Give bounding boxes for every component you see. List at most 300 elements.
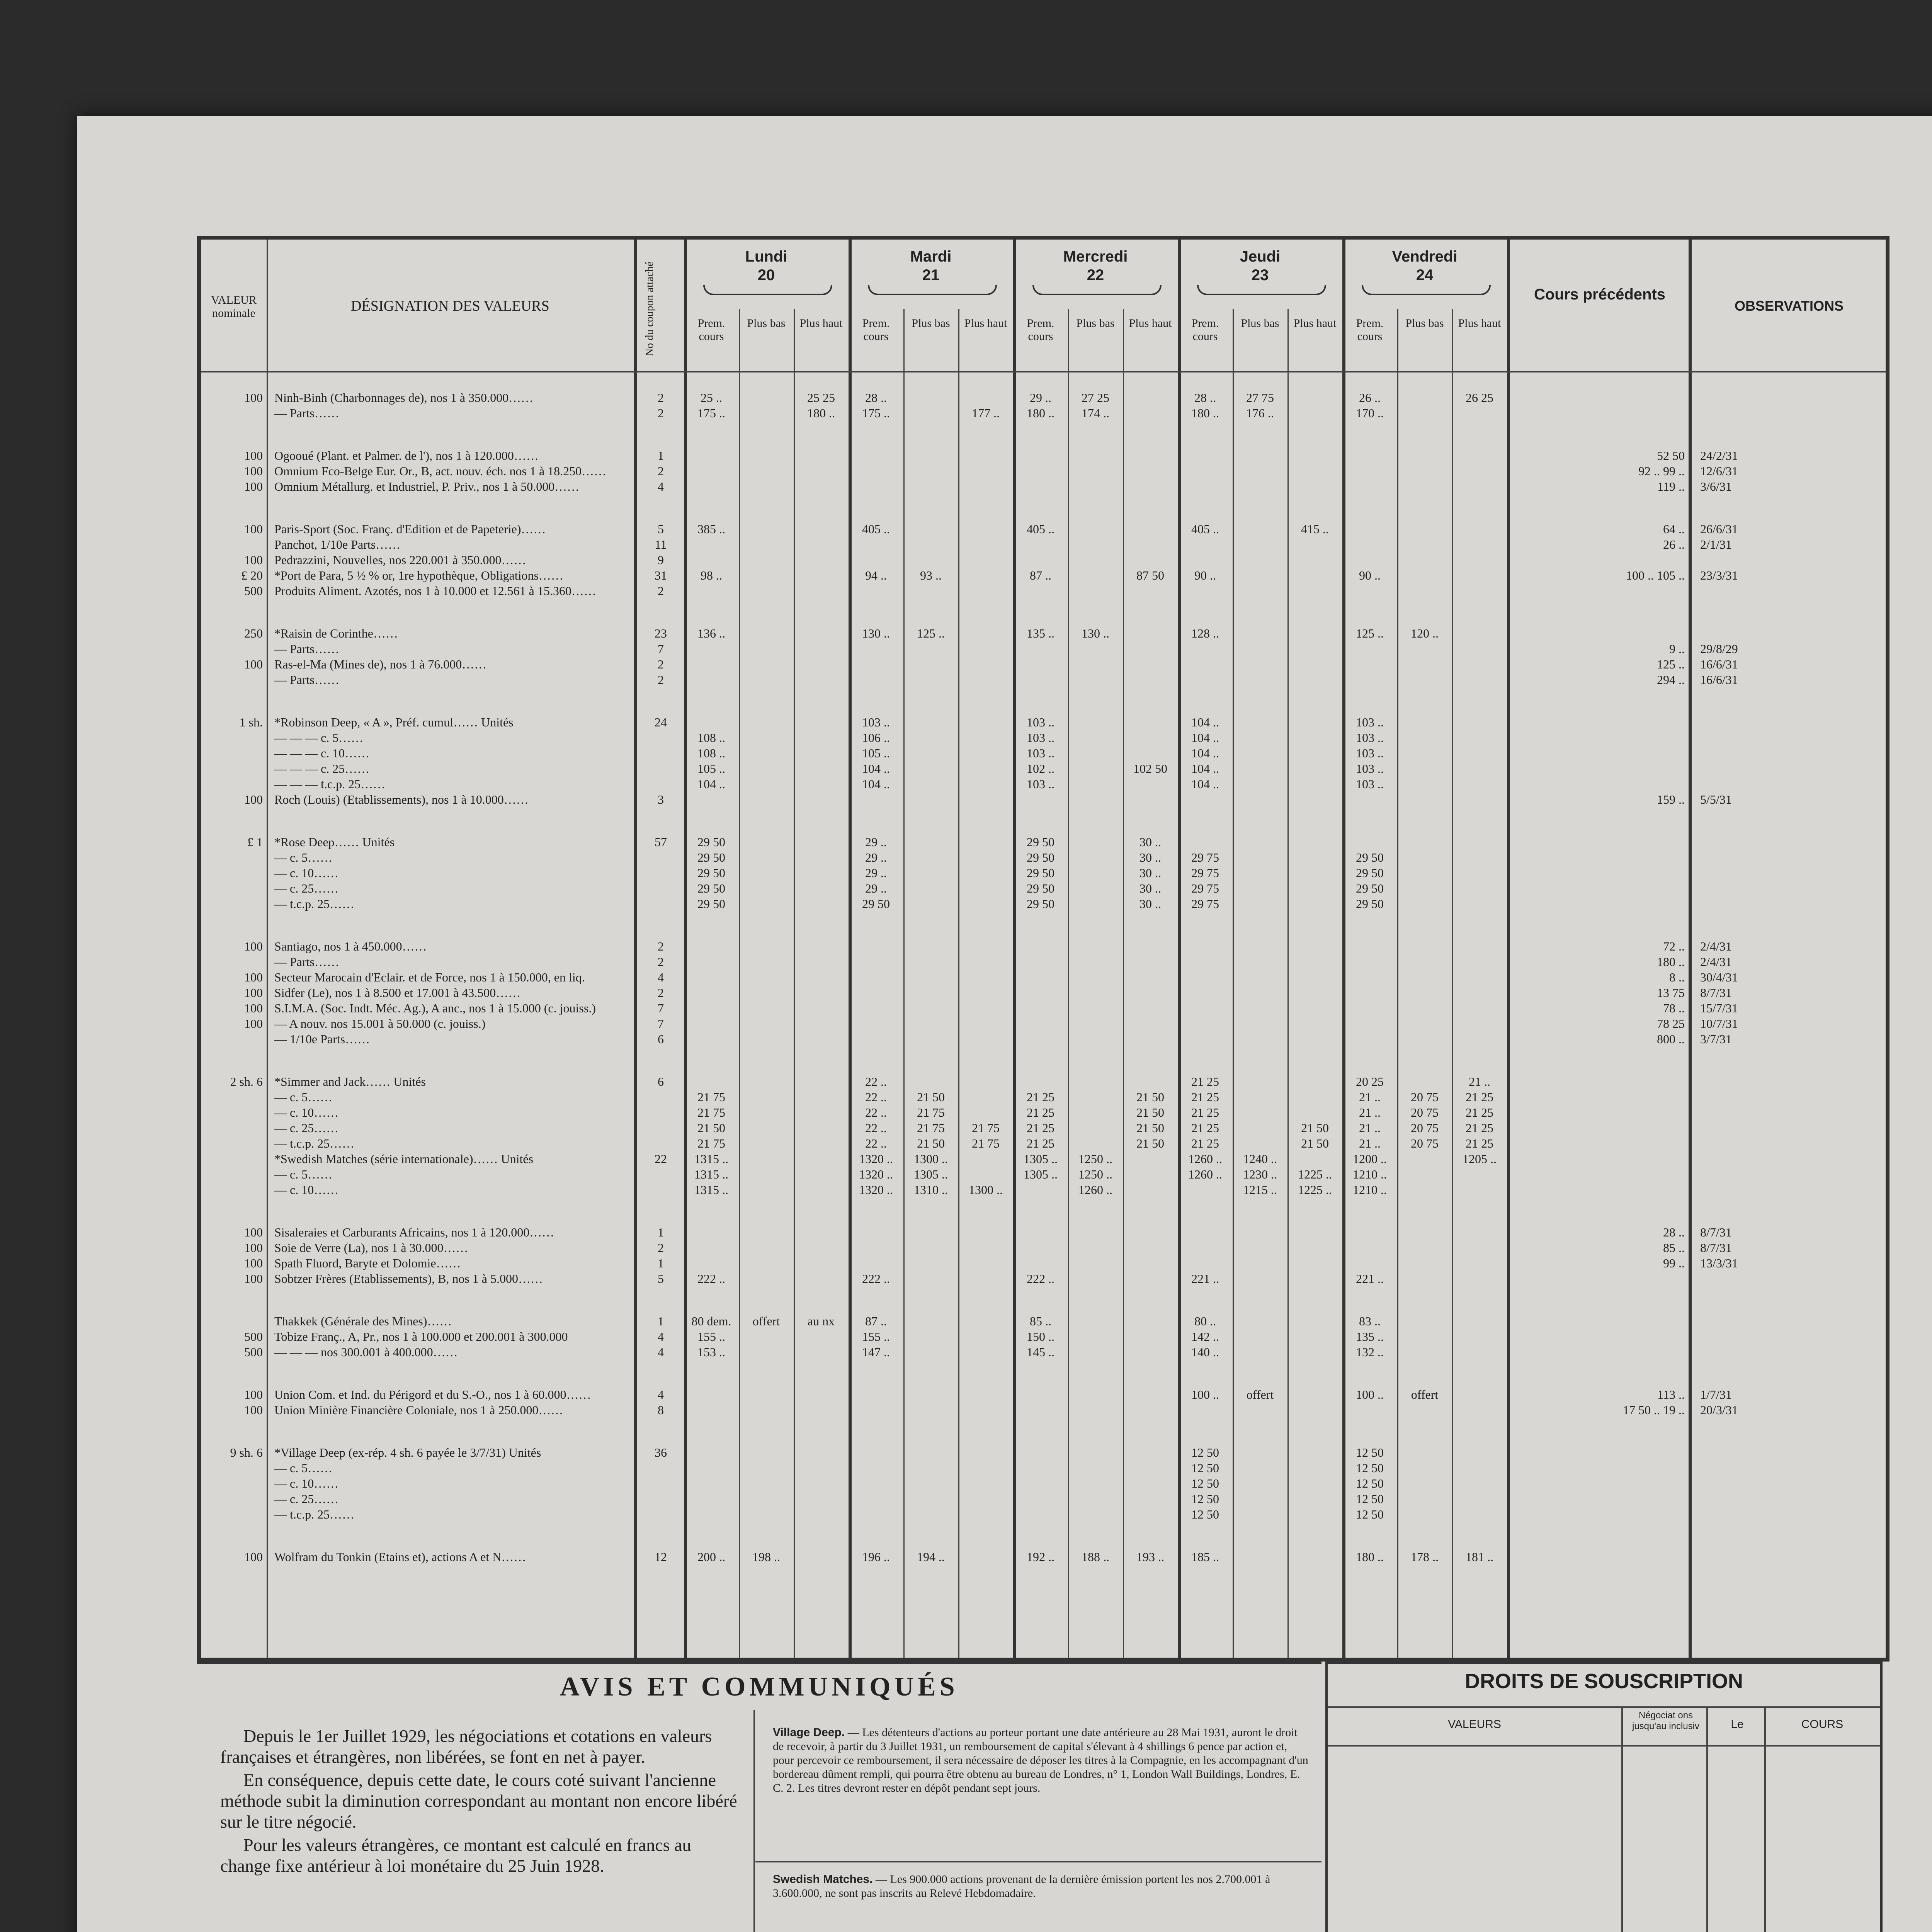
row-price [903,1445,958,1460]
row-price [1013,1492,1068,1506]
row-price: 103 .. [1356,762,1384,776]
row-price [1068,1271,1123,1286]
row-price [739,1151,794,1166]
row-price: 103 .. [1356,715,1384,729]
row-price [1287,1151,1342,1166]
row-price [1287,641,1342,656]
row-price [794,746,849,760]
row-price [1013,537,1068,552]
row-coupon: 31 [655,568,667,582]
row-price: 103 .. [1356,731,1384,745]
row-designation: — — — c. 25…… [274,762,370,776]
row-cours-precedents [1511,715,1685,730]
row-cours-precedents [1511,896,1685,911]
row-nominal: 100 [244,970,263,984]
row-price: 194 .. [917,1550,945,1564]
row-price [684,1016,739,1031]
row-price [684,464,739,478]
row-price [1287,1074,1342,1089]
row-price [1068,866,1123,880]
row-nominal [205,1167,263,1182]
row-price [1342,1240,1397,1255]
row-price [1233,479,1287,494]
row-nominal [205,537,263,552]
row-nominal: 2 sh. 6 [230,1075,263,1088]
row-price [903,835,958,849]
row-price: 85 .. [1030,1314,1051,1328]
table-row [201,1461,1886,1475]
row-price: 12 50 [1191,1492,1219,1506]
table-row [201,522,1886,536]
row-price [739,881,794,896]
row-price [1287,792,1342,807]
row-price [1233,792,1287,807]
row-coupon [638,881,684,896]
row-designation: — — — nos 300.001 à 400.000…… [274,1345,458,1359]
row-price: 21 25 [1466,1121,1493,1135]
row-coupon: 2 [658,657,664,671]
row-price [1287,1549,1342,1564]
table-row [201,1507,1886,1522]
row-price: 21 50 [1136,1090,1164,1104]
row-designation: — c. 5…… [274,1167,333,1181]
row-price [849,1387,903,1402]
row-cours-precedents [1511,1345,1685,1359]
row-price [1452,1271,1507,1286]
row-price [1452,1167,1507,1182]
row-price [1123,522,1178,536]
row-price: 12 50 [1191,1507,1219,1521]
row-price [1397,881,1452,896]
row-price [794,1136,849,1151]
notice-text: — Les détenteurs d'actions au porteur portant une date antérieure au 28 Mai 1931, auront le droit de recevoir, à partir du 3 Juillet 1931, un remboursement de capital s'élevant à 4 shillings 6 pence par action et, pour percevoir ce remboursement, il sera nécessaire de déposer les titres à la Compagnie, en les accompagnant d'un bordereau dûment rempli, qui pourra être obtenu au bureau de Londres, n° 1, London Wall Buildings, Londres, E. C. 2. Les titres devront rester en dépôt pendant sept jours. [773,1726,1308,1794]
row-observation: 23/3/31 [1700,568,1738,582]
row-price [958,479,1013,494]
row-price [1013,1461,1068,1475]
row-price [1178,672,1233,687]
row-observation [1700,866,1878,880]
row-price [1233,777,1287,791]
row-price: 222 .. [697,1272,725,1286]
row-price: 21 75 [917,1105,945,1119]
row-price [1123,1151,1178,1166]
row-price [794,1001,849,1015]
row-price [1123,1240,1178,1255]
row-price: 1305 .. [914,1167,948,1181]
panel-divider [1328,1706,1880,1708]
row-price [958,1256,1013,1270]
row-price [739,1105,794,1120]
row-price: 21 .. [1469,1075,1490,1088]
row-coupon: 1 [658,1256,664,1270]
row-price: 1305 .. [1024,1152,1058,1166]
row-price: 20 75 [1411,1121,1439,1135]
row-price [1342,1032,1397,1046]
row-price: 20 75 [1411,1090,1439,1104]
row-price [1123,1225,1178,1240]
row-price [903,641,958,656]
row-price [739,448,794,463]
table-row [201,553,1886,567]
row-price [1233,1240,1287,1255]
row-price [1123,1167,1178,1182]
row-price [1178,583,1233,598]
table-row [201,1182,1886,1197]
row-price [1342,985,1397,1000]
row-price [1068,1476,1123,1491]
row-price [1342,537,1397,552]
row-price [1342,792,1397,807]
row-nominal [205,896,263,911]
row-price: 21 25 [1466,1090,1493,1104]
row-price: 12 50 [1356,1446,1384,1459]
table-row [201,1136,1886,1151]
row-price: 21 25 [1191,1105,1219,1119]
row-price: 180 .. [1356,1550,1384,1564]
day-name-0: Lundi [745,248,787,265]
table-row [201,464,1886,478]
row-price [794,866,849,880]
row-price [1342,954,1397,969]
row-price: 21 50 [1136,1105,1164,1119]
row-price: 188 .. [1082,1550,1109,1564]
row-nominal: 100 [244,1001,263,1015]
row-nominal: 100 [244,1256,263,1270]
row-price [1068,1136,1123,1151]
row-price: 104 .. [862,762,890,776]
table-row [201,939,1886,954]
row-price [958,390,1013,405]
row-price [1068,1105,1123,1120]
row-price [903,1225,958,1240]
row-observation [1700,1461,1878,1475]
row-price [1452,715,1507,730]
row-price [1287,583,1342,598]
table-row [201,792,1886,807]
row-price [1287,1090,1342,1104]
row-designation: S.I.M.A. (Soc. Indt. Méc. Ag.), A anc., nos 1 à 15.000 (c. jouiss.) [274,1001,596,1015]
row-price [794,1403,849,1417]
row-price [1068,1090,1123,1104]
row-price [1178,1182,1233,1197]
row-coupon: 36 [655,1446,667,1459]
row-price: 221 .. [1191,1272,1219,1286]
row-price [684,537,739,552]
table-row [201,954,1886,969]
row-designation: — Parts…… [274,642,339,656]
row-price [1397,1182,1452,1197]
row-price [903,730,958,745]
row-cours-precedents [1511,390,1685,405]
table-row [201,1105,1886,1120]
row-price: 21 .. [1359,1105,1381,1119]
row-price [1287,954,1342,969]
row-cours-precedents: 78 .. [1663,1001,1685,1015]
row-price [1397,1240,1452,1255]
row-cours-precedents [1511,1090,1685,1104]
row-observation [1700,1476,1878,1491]
row-price [1233,1507,1287,1522]
row-price [739,835,794,849]
row-price: 21 25 [1191,1121,1219,1135]
row-price: 108 .. [697,731,725,745]
row-designation: Thakkek (Générale des Mines)…… [274,1314,452,1328]
row-price [739,537,794,552]
row-price: 90 .. [1194,568,1216,582]
table-row [201,568,1886,583]
row-price: 12 50 [1191,1476,1219,1490]
subcol-header-bas: Plus bas [912,317,950,330]
row-price [903,448,958,463]
row-designation: — Parts…… [274,406,339,420]
row-price [794,835,849,849]
row-price [1123,777,1178,791]
row-observation [1700,835,1878,849]
droits-title: DROITS DE SOUSCRIPTION [1464,1670,1743,1693]
row-price [1123,715,1178,730]
row-price [1013,479,1068,494]
row-price [794,792,849,807]
row-price [903,1345,958,1359]
row-price [1013,1074,1068,1089]
day-brace [868,285,997,295]
row-price [1342,641,1397,656]
row-price [958,553,1013,567]
row-price [739,730,794,745]
row-price [1397,1476,1452,1491]
row-price [1287,390,1342,405]
row-price: 106 .. [862,731,890,745]
row-price [739,792,794,807]
row-price: 87 .. [865,1314,887,1328]
row-price [1068,1387,1123,1402]
row-nominal: 100 [244,939,263,953]
row-price [684,657,739,672]
row-price [1287,881,1342,896]
row-designation: *Port de Para, 5 ½ % or, 1re hypothèque, Obligations…… [274,568,563,582]
row-price [903,390,958,405]
row-price [1178,553,1233,567]
row-price [1452,657,1507,672]
row-price [1397,1074,1452,1089]
row-cours-precedents [1511,746,1685,760]
row-price [1397,568,1452,583]
row-price: 1205 .. [1463,1152,1497,1166]
row-price: 12 50 [1356,1507,1384,1521]
row-price [794,1507,849,1522]
subcol-header-bas: Plus bas [1076,317,1115,330]
row-price: 22 .. [865,1105,887,1119]
row-coupon [638,1492,684,1506]
row-coupon: 4 [658,1345,664,1359]
row-price [739,1271,794,1286]
table-row [201,730,1886,745]
row-price [1123,537,1178,552]
row-price: 128 .. [1191,626,1219,640]
row-price: 29 50 [1356,897,1384,911]
table-row [201,761,1886,776]
row-price [1013,1225,1068,1240]
subcol-header-haut: Plus haut [964,317,1007,330]
row-price [903,406,958,420]
row-price: 21 50 [1301,1136,1329,1150]
row-price [794,939,849,954]
row-price [1068,850,1123,865]
row-price: 103 .. [1356,746,1384,760]
row-price [739,626,794,641]
row-observation [1700,1121,1878,1135]
row-price [1287,1225,1342,1240]
row-price [849,1240,903,1255]
row-price [1397,464,1452,478]
row-price [684,792,739,807]
notice-title: Village Deep. [773,1726,845,1739]
table-row [201,850,1886,865]
row-price [903,792,958,807]
row-observation: 12/6/31 [1700,464,1738,478]
row-price [1397,896,1452,911]
row-price [958,583,1013,598]
row-price: 80 .. [1194,1314,1216,1328]
row-designation: Sidfer (Le), nos 1 à 8.500 et 17.001 à 43.500…… [274,986,521,1000]
row-nominal [205,1476,263,1491]
row-coupon: 4 [658,1330,664,1344]
row-price [684,1387,739,1402]
row-coupon: 5 [658,1272,664,1286]
row-designation: Soie de Verre (La), nos 1 à 30.000…… [274,1241,468,1255]
row-price [1452,1240,1507,1255]
row-observation [1700,715,1878,730]
row-nominal: 100 [244,480,263,493]
row-price [1123,792,1178,807]
row-price [1342,448,1397,463]
row-price [1287,715,1342,730]
row-price [1397,657,1452,672]
row-price: 145 .. [1027,1345,1054,1359]
row-price [958,522,1013,536]
row-price [903,522,958,536]
row-price [1068,746,1123,760]
row-price [1233,1090,1287,1104]
row-price: offert [1246,1388,1274,1401]
row-price [1233,1549,1287,1564]
row-price: 193 .. [1136,1550,1164,1564]
row-price [1452,835,1507,849]
row-price [794,448,849,463]
row-price [739,657,794,672]
row-observation: 3/6/31 [1700,480,1732,493]
row-price [739,479,794,494]
row-price [903,896,958,911]
row-cours-precedents: 100 .. 105 .. [1626,568,1685,582]
row-observation [1700,746,1878,760]
row-price [739,583,794,598]
row-price [794,850,849,865]
row-nominal: 100 [244,1017,263,1031]
row-designation: Tobize Franç., A, Pr., nos 1 à 100.000 et 200.001 à 300.000 [274,1330,568,1344]
row-price [849,985,903,1000]
row-designation: Secteur Marocain d'Eclair. et de Force, nos 1 à 150.000, en liq. [274,970,585,984]
row-price [1397,1314,1452,1328]
row-price [1233,1256,1287,1270]
row-price [794,1090,849,1104]
droits-col-valeurs: VALEURS [1448,1718,1501,1731]
row-price [1452,1182,1507,1197]
row-coupon: 2 [658,391,664,405]
row-price [903,1507,958,1522]
row-coupon [638,746,684,760]
row-price: 1315 .. [694,1167,728,1181]
row-price [1287,1345,1342,1359]
row-price: 29 .. [865,835,887,849]
row-price [958,730,1013,745]
row-price: 21 25 [1027,1121,1054,1135]
row-observation: 8/7/31 [1700,986,1732,1000]
row-price: 29 50 [1027,835,1054,849]
row-price [1233,985,1287,1000]
row-price [1233,715,1287,730]
row-cours-precedents: 119 .. [1657,480,1685,493]
row-price [849,792,903,807]
row-price [794,1151,849,1166]
row-price [1123,1329,1178,1344]
row-price [958,1507,1013,1522]
row-price [1287,657,1342,672]
row-price: 12 50 [1356,1492,1384,1506]
row-price [739,672,794,687]
row-price [1452,1492,1507,1506]
row-price [1452,1345,1507,1359]
row-price [903,985,958,1000]
row-observation [1700,881,1878,896]
row-price [1397,866,1452,880]
row-price [1452,583,1507,598]
row-price [1287,1240,1342,1255]
row-price [1233,1271,1287,1286]
row-coupon: 3 [658,793,664,806]
row-price: 21 25 [1466,1136,1493,1150]
row-price [958,850,1013,865]
row-designation: Pedrazzini, Nouvelles, nos 220.001 à 350.000…… [274,553,526,567]
row-price [1342,553,1397,567]
row-price [1397,583,1452,598]
row-coupon: 2 [658,584,664,598]
row-price [1013,970,1068,985]
row-price [794,626,849,641]
row-price: 177 .. [972,406,1000,420]
row-price [684,1492,739,1506]
row-price [1123,1476,1178,1491]
row-cours-precedents: 9 .. [1669,642,1685,656]
row-price [1233,1329,1287,1344]
row-price [1287,479,1342,494]
row-price [1233,1074,1287,1089]
row-price [903,1074,958,1089]
table-row [201,1032,1886,1046]
row-price [739,866,794,880]
row-price [1068,464,1123,478]
row-nominal [205,1151,263,1166]
row-price: 29 75 [1191,881,1219,895]
row-price [684,1074,739,1089]
table-row [201,715,1886,730]
row-price [739,1136,794,1151]
row-cours-precedents: 64 .. [1663,522,1685,536]
row-price [684,641,739,656]
row-price [903,1016,958,1031]
row-price [849,1032,903,1046]
row-nominal: 100 [244,1241,263,1255]
